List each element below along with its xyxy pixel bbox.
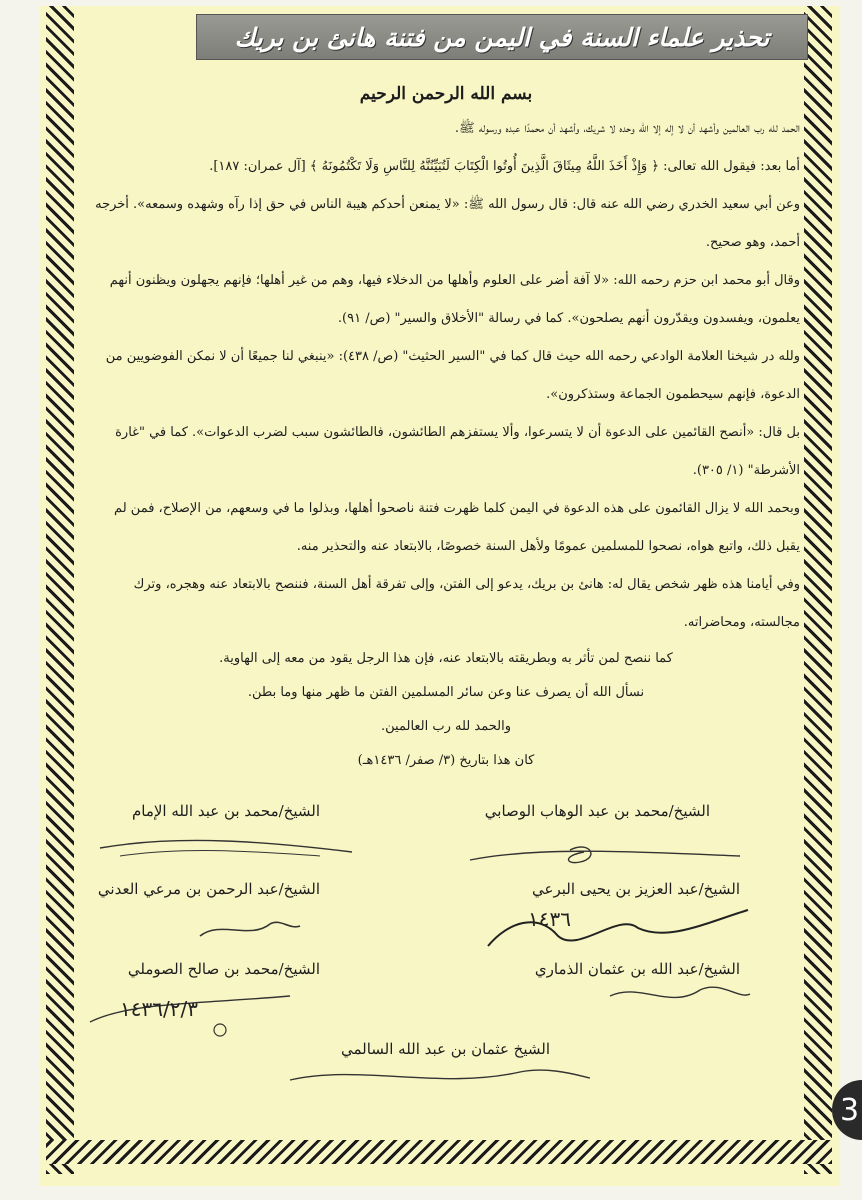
signature-scribble [190, 910, 310, 950]
signature-scribble [90, 826, 360, 866]
signature-scribble [80, 982, 300, 1042]
signature-scribble [460, 826, 750, 876]
paragraph: وفي أيامنا هذه ظهر شخص يقال له: هانئ بن بريك، يدعو إلى الفتن، وإلى تفرقة أهل السنة، فننصح بالابتعاد عنه وهجره، وترك مجالسته، ومحاضراته. [133, 577, 800, 630]
paragraph: وقال أبو محمد ابن حزم رحمه الله: «لا آفة أضر على العلوم وأهلها من الدخلاء فيها، وهم من غير أهلها؛ فإنهم يجهلون ويظنون أنهم يعلمون، ويفسدون ويقدّرون أنهم يصلحون». كما في رسالة "الأخلاق والسير" (ص/ ٩١). [109, 273, 800, 326]
bottom-zigzag-border [46, 1140, 832, 1164]
statement-body [92, 78, 800, 778]
signatory-name: الشيخ/عبد العزيز بن يحيى البرعي [532, 880, 740, 898]
handwritten-date: ١٤٣٦ [528, 907, 571, 931]
right-zigzag-border [804, 6, 832, 1174]
signature-scribble [280, 1060, 600, 1100]
left-zigzag-border [46, 6, 74, 1174]
closing-line: كما ننصح لمن تأثر به وبطريقته بالابتعاد عنه، فإن هذا الرجل يقود من معه إلى الهاوية. [219, 651, 673, 666]
signatory-name: الشيخ/عبد الرحمن بن مرعي العدني [97, 880, 320, 898]
signature-scribble [468, 902, 768, 962]
paragraph: أما بعد: فيقول الله تعالى: ﴿ وَإِذْ أَخَذَ اللَّهُ مِيثَاقَ الَّذِينَ أُوتُوا الْكِتَابَ لَتُبَيِّنُنَّهُ لِلنَّاسِ وَلَا تَكْتُمُونَهُ ﴾ [آل عمران: ١٨٧]. [209, 159, 800, 174]
paragraph: بل قال: «أنصح القائمين على الدعوة أن لا يتسرعوا، وألا يستفزهم الطائشون، فالطائشون سبب لضرب الدعوات». كما في "غارة الأشرطة" (١/ ٣٠٥). [115, 425, 800, 478]
paragraph: وعن أبي سعيد الخدري رضي الله عنه قال: قال رسول الله ﷺ: «لا يمنعن أحدكم هيبة الناس في حق إذا رآه وشهده وسمعه». أخرجه أحمد، وهو صحيح. [95, 197, 800, 250]
title-banner [196, 14, 808, 60]
signatory-name: الشيخ عثمان بن عبد الله السالمي [340, 1040, 550, 1058]
basmala: بسم الله الرحمن الرحيم [359, 84, 533, 104]
signatory-name: الشيخ/محمد بن عبد الوهاب الوصابي [484, 802, 710, 820]
signatures-block [80, 792, 800, 1112]
signatory-name: الشيخ/محمد بن صالح الصوملي [127, 960, 320, 978]
handwritten-date: ١٤٣٦/٢/٣ [120, 997, 198, 1021]
closing-line: نسأل الله أن يصرف عنا وعن سائر المسلمين الفتن ما ظهر منها وما بطن. [247, 685, 645, 700]
document-title: تحذير علماء السنة في اليمن من فتنة هانئ بن بريك [234, 22, 770, 52]
closing-line: والحمد لله رب العالمين. [381, 719, 511, 734]
paragraph: الحمد لله رب العالمين وأشهد أن لا إله إلا الله وحده لا شريك، وأشهد أن محمدًا عبده ورسوله ﷺ. [454, 121, 800, 136]
signatory-name: الشيخ/عبد الله بن عثمان الذماري [534, 960, 740, 978]
paragraph: وبحمد الله لا يزال القائمون على هذه الدعوة في اليمن كلما ظهرت فتنة ناصحوا أهلها، وبذلوا ما في وسعهم، من الإصلاح، فمن لم يقبل ذلك، واتبع هواه، نصحوا للمسلمين عمومًا ولأهل السنة خصوصًا، بالابتعاد عنه والتحذير منه. [114, 501, 800, 554]
date-line: كان هذا بتاريخ (٣/ صفر/ ١٤٣٦هـ) [357, 753, 535, 768]
page-badge-number: 3 [840, 1092, 860, 1128]
signature-scribble [600, 976, 760, 1016]
signatory-name: الشيخ/محمد بن عبد الله الإمام [131, 802, 320, 820]
paragraph: ولله در شيخنا العلامة الوادعي رحمه الله حيث قال كما في "السير الحثيث" (ص/ ٤٣٨): «ينبغي لنا جميعًا أن لا نمكن الفوضويين من الدعوة، فإنهم سيحطمون الجماعة وستذكرون». [105, 349, 800, 402]
